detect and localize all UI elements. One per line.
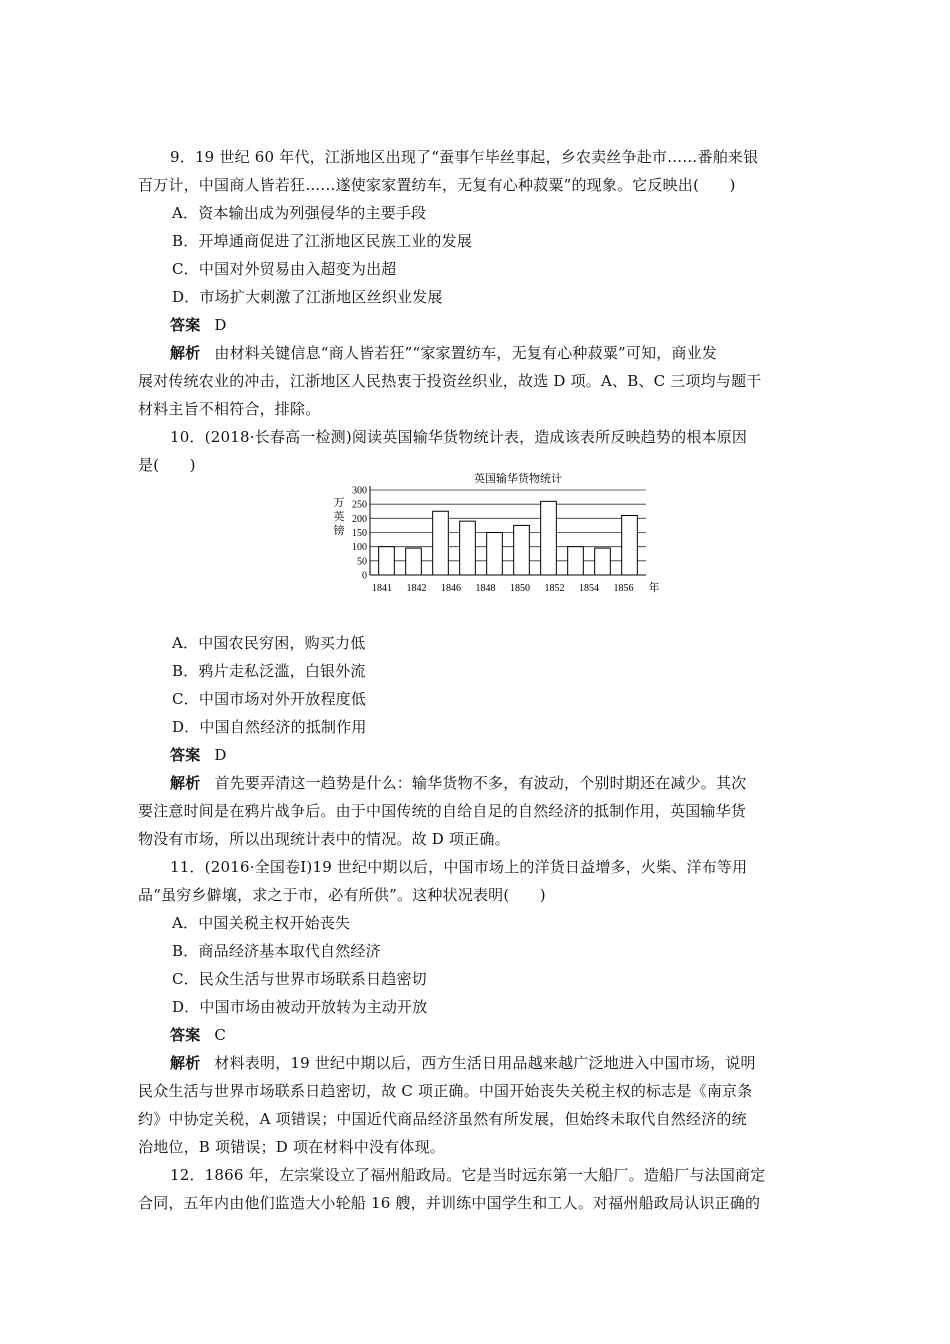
option-b: B．开埠通商促进了江浙地区民族工业的发展 — [172, 232, 473, 250]
answer-label: 答案 — [170, 1026, 201, 1044]
question-text: 合同，五年内由他们监造大小轮船 16 艘，并训练中国学生和工人。对福州船政局认识正确的 — [138, 1194, 761, 1212]
x-tick-label: 1852 — [544, 583, 565, 594]
x-tick-label: 1842 — [406, 583, 427, 594]
y-tick-label: 300 — [352, 485, 367, 497]
question-text: 10．(2018·长春高一检测)阅读英国输华货物统计表，造成该表所反映趋势的根本原因 — [170, 428, 748, 446]
analysis-text: 展对传统农业的冲击，江浙地区人民热衷于投资丝织业，故选 D 项。A、B、C 三项均与题干 — [138, 372, 762, 390]
y-axis-label: 英 — [333, 511, 345, 523]
analysis-text: 由材料关键信息“商人皆若狂”“家家置纺车，无复有心种菽粟”可知，商业发 — [214, 344, 718, 362]
option-d: D．中国自然经济的抵制作用 — [172, 718, 367, 736]
x-tick-label: 1846 — [441, 583, 461, 594]
x-tick-label: 1841 — [372, 583, 392, 594]
option-c: C．中国对外贸易由入超变为出超 — [172, 260, 397, 278]
answer-value: D — [214, 316, 227, 334]
answer-line — [138, 741, 814, 769]
question-text: 9．19 世纪 60 年代，江浙地区出现了“蚕事乍毕丝事起，乡农卖丝争赴市……番舶来银 — [170, 148, 759, 166]
analysis-text: 首先要弄清这一趋势是什么：输华货物不多，有波动，个别时期还在减少。其次 — [214, 774, 747, 792]
option-a: A．中国农民穷困，购买力低 — [172, 634, 366, 652]
question-11 — [138, 853, 814, 1161]
y-axis-label: 万 — [333, 497, 345, 509]
x-tick-label: 1854 — [579, 583, 599, 594]
answer-value: D — [214, 746, 227, 764]
bar — [541, 501, 557, 575]
question-9 — [138, 143, 814, 423]
question-text: 品“虽穷乡僻壤，求之于市，必有所供”。这种状况表明( ) — [138, 886, 546, 904]
answer-value: C — [214, 1026, 227, 1044]
bar — [460, 521, 476, 575]
y-tick-label: 150 — [352, 528, 367, 539]
option-a: A．资本输出成为列强侵华的主要手段 — [172, 204, 427, 222]
bar — [433, 511, 449, 575]
answer-label: 答案 — [170, 316, 201, 334]
y-tick-label: 200 — [352, 513, 367, 525]
answer-line — [138, 311, 814, 339]
analysis-line — [138, 339, 814, 367]
analysis-text: 物没有市场，所以出现统计表中的情况。故 D 项正确。 — [138, 830, 510, 848]
option-a: A．中国关税主权开始丧失 — [172, 914, 351, 932]
answer-label: 答案 — [170, 746, 201, 764]
analysis-text: 材料表明，19 世纪中期以后，西方生活日用品越来越广泛地进入中国市场，说明 — [214, 1054, 756, 1072]
question-text: 百万计，中国商人皆若狂……遂使家家置纺车，无复有心种菽粟”的现象。它反映出( ) — [138, 176, 736, 194]
question-10 — [138, 423, 814, 853]
option-c: C．中国市场对外开放程度低 — [172, 690, 367, 708]
bar — [595, 548, 611, 575]
question-text: 是( ) — [138, 456, 196, 474]
bar — [568, 547, 584, 575]
analysis-text: 民众生活与世界市场联系日趋密切，故 C 项正确。中国开始丧失关税主权的标志是《南京条 — [138, 1082, 753, 1100]
analysis-text: 约》中协定关税，A 项错误；中国近代商品经济虽然有所发展，但始终未取代自然经济的统 — [138, 1110, 747, 1128]
x-tick-label: 1848 — [475, 583, 496, 594]
question-text: 12．1866 年，左宗棠设立了福州船政局。它是当时远东第一大船厂。造船厂与法国商定 — [170, 1166, 766, 1184]
y-tick-label: 250 — [352, 499, 367, 511]
analysis-label: 解析 — [170, 774, 201, 792]
option-b: B．鸦片走私泛滥，白银外流 — [172, 662, 366, 680]
bar — [487, 533, 503, 576]
analysis-text: 治地位，B 项错误；D 项在材料中没有体现。 — [138, 1138, 445, 1156]
y-tick-label: 100 — [352, 542, 367, 554]
document-page — [138, 143, 814, 1217]
y-axis-label: 镑 — [333, 525, 345, 537]
option-d: D．市场扩大刺激了江浙地区丝织业发展 — [172, 288, 443, 306]
analysis-text: 要注意时间是在鸦片战争后。由于中国传统的自给自足的自然经济的抵制作用，英国输华货 — [138, 802, 747, 820]
bar — [514, 525, 530, 575]
analysis-line — [138, 1049, 814, 1077]
bar-chart — [138, 473, 814, 629]
chart-title: 英国输华货物统计 — [474, 473, 562, 485]
x-tick-label: 1850 — [510, 583, 530, 594]
bar — [379, 547, 395, 575]
x-axis-unit: 年 — [648, 582, 660, 594]
option-c: C．民众生活与世界市场联系日趋密切 — [172, 970, 427, 988]
answer-line — [138, 1021, 814, 1049]
question-12 — [138, 1161, 814, 1217]
x-tick-label: 1856 — [613, 583, 634, 594]
y-tick-label: 50 — [357, 556, 367, 568]
option-d: D．中国市场由被动开放转为主动开放 — [172, 998, 428, 1016]
analysis-line — [138, 769, 814, 797]
analysis-label: 解析 — [170, 1054, 201, 1072]
y-tick-label: 0 — [362, 570, 367, 582]
question-text: 11．(2016·全国卷Ⅰ)19 世纪中期以后，中国市场上的洋货日益增多，火柴、洋布等用 — [170, 858, 748, 876]
chart-svg — [138, 473, 814, 629]
analysis-text: 材料主旨不相符合，排除。 — [138, 400, 321, 418]
bar — [406, 548, 422, 575]
analysis-label: 解析 — [170, 344, 201, 362]
bar — [622, 516, 638, 576]
option-b: B．商品经济基本取代自然经济 — [172, 942, 381, 960]
